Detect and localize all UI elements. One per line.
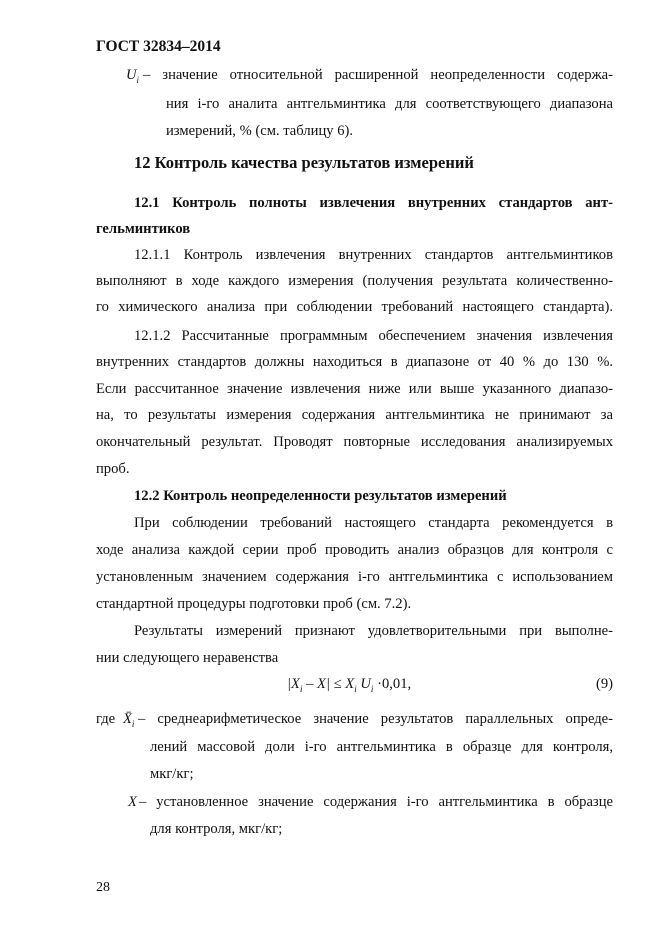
where-item1-line-2: лений массовой доли i-го антгельминтика в образце для контроля, — [150, 739, 613, 755]
p-12-2-a-line-2: ходе анализа каждой серии проб проводить анализ образцов для контроля с — [96, 542, 613, 558]
section-12-heading: 12 Контроль качества результатов измерений — [134, 153, 474, 172]
section-12-1-heading-line-1: 12.1 Контроль полноты извлечения внутренних стандартов ант- — [134, 195, 613, 211]
p-12-1-2-line-4: на, то результаты измерения содержания антгельминтика не принимают за — [96, 407, 613, 423]
legend-line-3: измерений, % (см. таблицу 6). — [166, 123, 354, 139]
where-item2-line-2: для контроля, мкг/кг; — [150, 821, 283, 837]
p-12-2-a-line-3: установленным значением содержания i-го антгельминтика с использованием — [96, 569, 613, 585]
where-symbol-xbar: $X̄_i$ — [123, 711, 135, 729]
p-12-1-2-line-3: Если рассчитанное значение извлечения ниже или выше указанного диапазо- — [96, 381, 613, 397]
p-12-1-2-line-2: внутренних стандартов должны находиться в диапазоне от 40 % до 130 %. — [96, 354, 613, 370]
page-number: 28 — [96, 880, 110, 895]
p-12-2-b-line-1: Результаты измерений признают удовлетворительными при выполне- — [134, 623, 613, 639]
where-item2-line-1: – установленное значение содержания i-го антгельминтика в образце — [139, 794, 613, 810]
section-12-1-heading-line-2: гельминтиков — [96, 221, 191, 237]
where-item1-line-3: мкг/кг; — [150, 766, 194, 782]
p-12-2-b-line-2: нии следующего неравенства — [96, 650, 279, 666]
legend-line-1: – значение относительной расширенной неопределенности содержа- — [143, 67, 613, 83]
p-12-1-1-line-1: 12.1.1 Контроль извлечения внутренних стандартов антгельминтиков — [134, 247, 613, 263]
p-12-1-2-line-5: окончательный результат. Проводят повторные исследования анализируемых — [96, 434, 613, 450]
inequality-formula: $|X_i - X| \le X_i$ $U_i \cdot 0,01$, — [287, 676, 412, 694]
p-12-1-2-line-1: 12.1.2 Рассчитанные программным обеспечением значения извлечения — [134, 328, 613, 344]
p-12-2-a-line-4: стандартной процедуры подготовки проб (см. 7.2). — [96, 596, 412, 612]
p-12-1-2-line-6: проб. — [96, 461, 130, 477]
where-item1-line-1: – среднеарифметическое значение результатов параллельных опреде- — [138, 711, 613, 727]
where-label: где — [96, 711, 116, 727]
section-12-2-heading: 12.2 Контроль неопределенности результатов измерений — [134, 488, 507, 504]
where-symbol-x: X — [128, 794, 137, 810]
p-12-2-a-line-1: При соблюдении требований настоящего стандарта рекомендуется в — [134, 515, 613, 531]
p-12-1-1-line-2: выполняют в ходе каждого измерения (получения результата количественно- — [96, 273, 613, 289]
legend-symbol-u: $U_i$ — [126, 67, 140, 85]
legend-line-2: ния i-го аналита антгельминтика для соответствующего диапазона — [166, 96, 613, 112]
equation-number: (9) — [596, 676, 614, 692]
p-12-1-1-line-3: го химического анализа при соблюдении требований настоящего стандарта). — [96, 299, 613, 315]
document-header: ГОСТ 32834–2014 — [96, 38, 221, 55]
